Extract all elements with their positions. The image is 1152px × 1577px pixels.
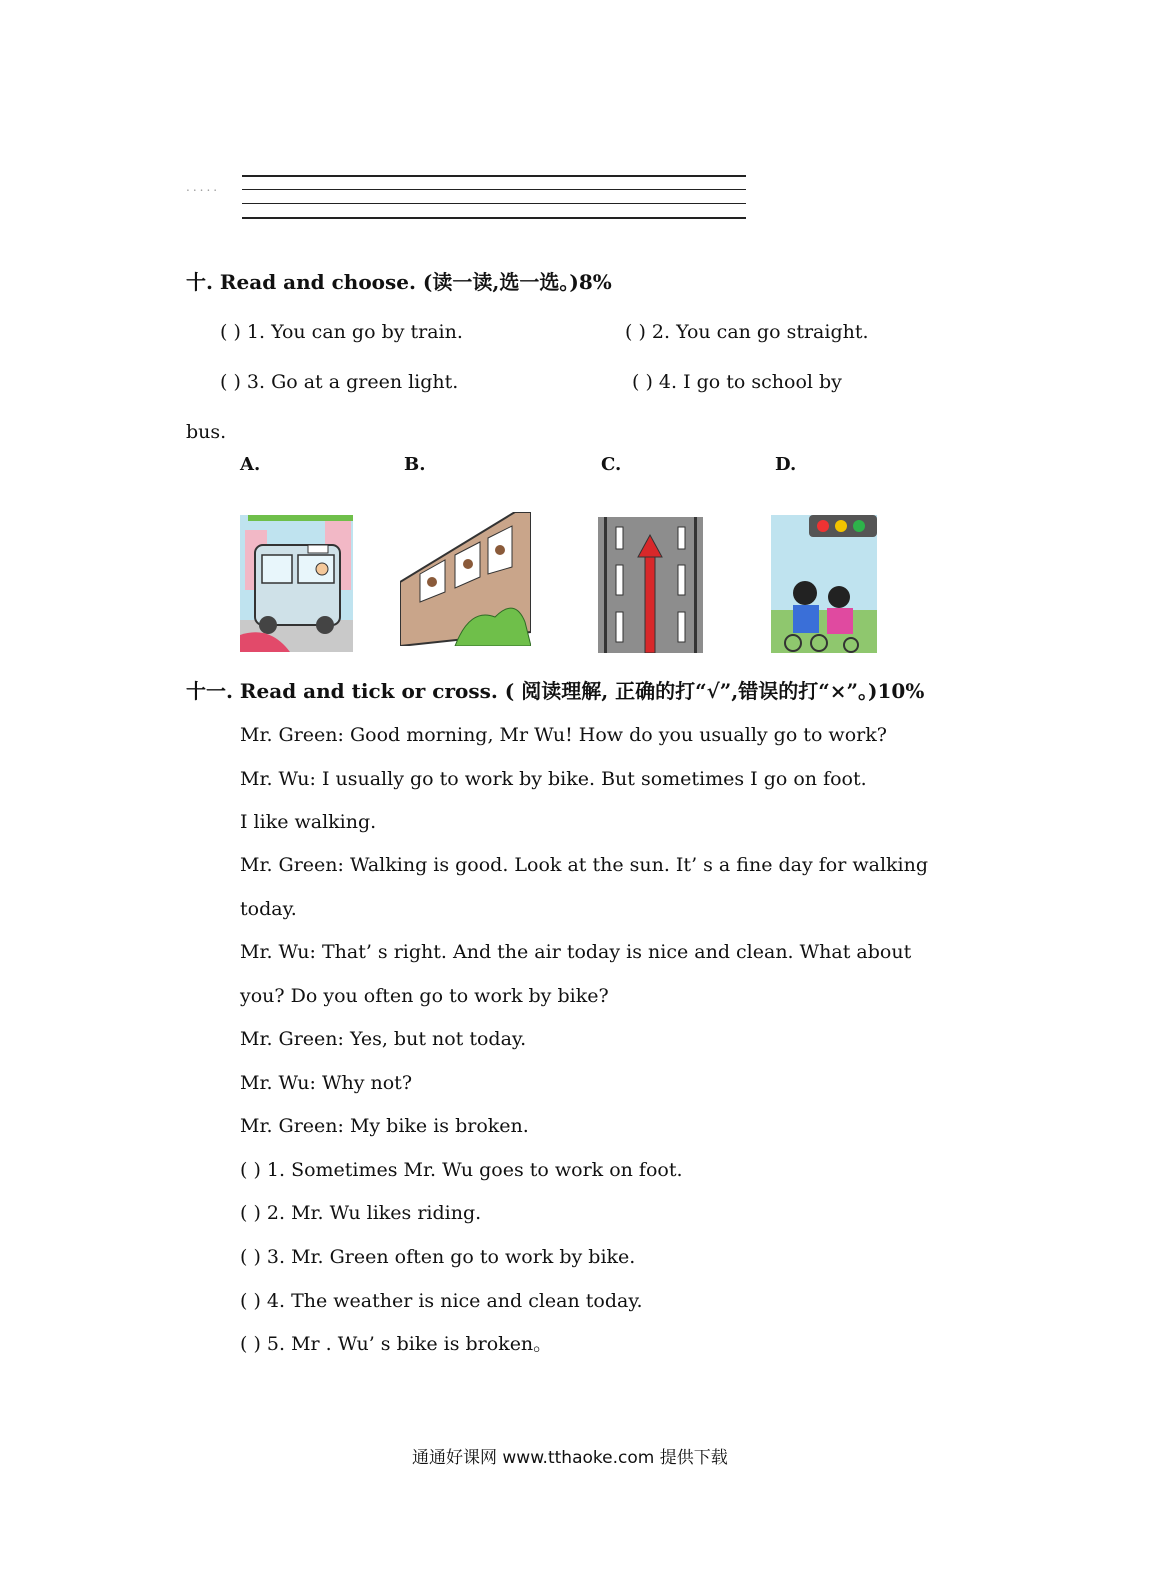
bus-picture [240,515,353,652]
footer-text: 通通好课网 www.tthaoke.com 提供下载 [412,1448,728,1468]
section-11-heading: 十一. Read and tick or cross. ( 阅读理解, 正确的打“√”,错误的打“×”。)10% [186,679,925,703]
question-item-4: ( ) 4. I go to school by [632,371,842,393]
question-item-3: ( ) 3. Go at a green light. [220,371,459,393]
question-item-2: ( ) 2. You can go straight. [625,321,869,343]
green-light-picture [771,515,877,653]
dialogue-line-5: today. [240,898,297,920]
leading-dots: ..... [186,180,221,194]
question-item-1: ( ) 1. You can go by train. [220,321,463,343]
dialogue-line-9: Mr. Wu: Why not? [240,1072,413,1094]
option-label-b: B. [404,454,426,475]
option-label-d: D. [775,454,797,475]
dialogue-line-3: I like walking. [240,811,377,833]
dialogue-line-8: Mr. Green: Yes, but not today. [240,1028,527,1050]
dialogue-line-1: Mr. Green: Good morning, Mr Wu! How do you usually go to work? [240,724,887,746]
tick-question-5: ( ) 5. Mr . Wu’ s bike is broken。 [240,1333,553,1355]
writing-line-4 [242,217,746,219]
dialogue-line-10: Mr. Green: My bike is broken. [240,1115,529,1137]
dialogue-line-4: Mr. Green: Walking is good. Look at the sun. It’ s a fine day for walking [240,854,929,876]
straight-road-picture [598,517,703,653]
dialogue-line-6: Mr. Wu: That’ s right. And the air today is nice and clean. What about [240,941,912,963]
question-item-4-continued: bus. [186,421,227,443]
option-label-a: A. [240,454,261,475]
writing-line-2 [242,189,746,190]
train-picture [400,512,531,646]
tick-question-3: ( ) 3. Mr. Green often go to work by bike. [240,1246,636,1268]
section-10-heading: 十. Read and choose. (读一读,选一选。)8% [186,270,612,294]
tick-question-2: ( ) 2. Mr. Wu likes riding. [240,1202,482,1224]
writing-line-1 [242,175,746,177]
writing-line-3 [242,203,746,204]
dialogue-line-2: Mr. Wu: I usually go to work by bike. But sometimes I go on foot. [240,768,867,790]
tick-question-1: ( ) 1. Sometimes Mr. Wu goes to work on foot. [240,1159,683,1181]
tick-question-4: ( ) 4. The weather is nice and clean today. [240,1290,643,1312]
option-label-c: C. [601,454,622,475]
dialogue-line-7: you? Do you often go to work by bike? [240,985,609,1007]
